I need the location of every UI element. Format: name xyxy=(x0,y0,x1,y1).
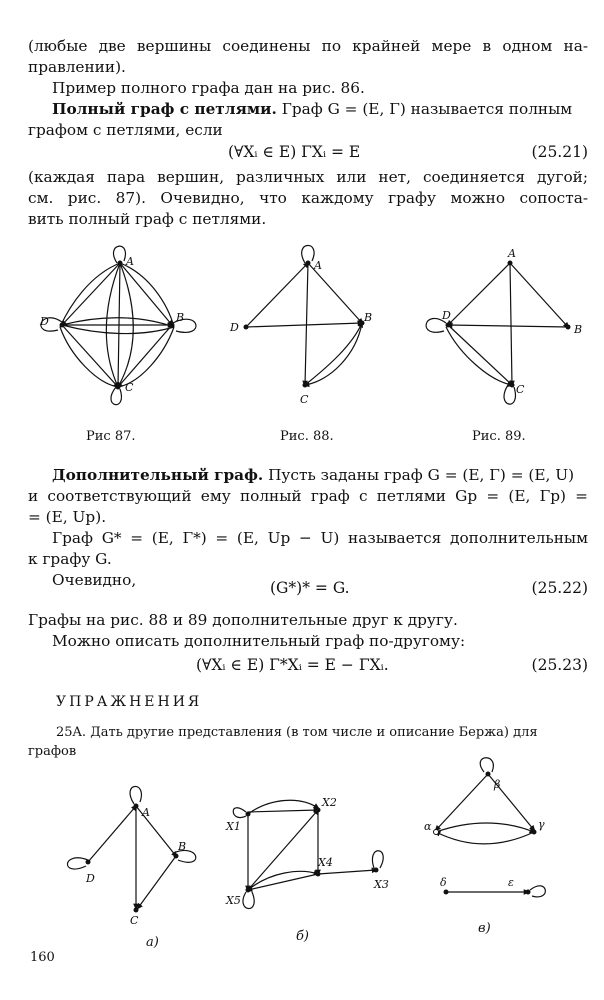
text-complementary-1 xyxy=(52,465,588,486)
fig88-label-B: B xyxy=(364,311,373,324)
figa-label-D: D xyxy=(86,872,95,885)
fig87-label-B: B xyxy=(176,311,185,324)
formula-25-21: (∀Xᵢ ∈ E) ΓXᵢ = E xyxy=(228,143,361,161)
figc-caption: в) xyxy=(478,921,491,936)
text-line-3: Пример полного графа дан на рис. 86. xyxy=(52,79,365,97)
fig89-label-D: D xyxy=(442,309,451,322)
fig89-label-A: A xyxy=(508,247,516,260)
fig88-label-A: A xyxy=(314,259,322,272)
figure-89 xyxy=(426,247,582,404)
figc-label-beta: β xyxy=(494,778,501,791)
text-line-6: (каждая пара вершин, различных или нет, соединяется дугой; xyxy=(28,168,588,186)
eq-number-25-22: (25.22) xyxy=(531,579,588,597)
text-graphs-88-89: Графы на рис. 88 и 89 дополнительные друг к другу. xyxy=(28,611,458,629)
figa-label-C: C xyxy=(130,914,139,927)
exercise-25A-text: 25A. Дать другие представления (в том числе и описание Бержа) для xyxy=(56,725,538,740)
text-complementary-5: к графу G. xyxy=(28,550,112,568)
figb-label-x2: X2 xyxy=(322,796,337,809)
eq-number-25-21: (25.21) xyxy=(531,143,588,161)
text-line-4 xyxy=(52,99,588,120)
figb-label-x1: X1 xyxy=(226,820,241,833)
text-line-7: см. рис. 87). Очевидно, что каждому графу можно сопоста- xyxy=(28,189,588,207)
figure-a xyxy=(67,786,195,950)
figure-87 xyxy=(39,246,196,404)
figure-88 xyxy=(229,245,372,406)
caption-fig-88: Рис. 88. xyxy=(280,429,334,444)
figb-label-x3: X3 xyxy=(374,878,389,891)
fig87-label-C: C xyxy=(125,381,134,394)
section-heading-exercises: УПРАЖНЕНИЯ xyxy=(56,694,203,710)
fig89-label-B: B xyxy=(574,323,583,336)
text-line-1: (любые две вершины соединены по крайней мере в одном на- xyxy=(28,37,588,55)
figure-c xyxy=(424,758,545,936)
figa-label-A: A xyxy=(142,806,150,819)
figc-label-delta: δ xyxy=(440,876,447,889)
fig89-label-C: C xyxy=(516,383,525,396)
term-complete-graph-loops: Полный граф с петлями. xyxy=(52,100,277,118)
term-complementary-graph: Дополнительный граф. xyxy=(52,466,264,484)
figure-b xyxy=(225,796,389,944)
figures-87-89 xyxy=(0,235,604,445)
fig88-label-C: C xyxy=(300,393,309,406)
figb-label-x4: X4 xyxy=(318,856,333,869)
text-other-description: Можно описать дополнительный граф по-другому: xyxy=(52,632,466,650)
text-line-5: графом с петлями, если xyxy=(28,121,223,139)
fig88-label-D: D xyxy=(230,321,239,334)
fig87-label-A: A xyxy=(126,255,134,268)
formula-25-22: (G*)* = G. xyxy=(270,579,350,597)
page-number: 160 xyxy=(30,950,55,965)
figb-caption: б) xyxy=(296,929,310,944)
fig87-label-D: D xyxy=(40,315,49,328)
text-complementary-3: = (E, Up). xyxy=(28,508,107,526)
text-line-2: правлении). xyxy=(28,58,126,76)
text-obviously: Очевидно, xyxy=(52,571,137,589)
caption-fig-87: Рис 87. xyxy=(86,429,136,444)
caption-fig-89: Рис. 89. xyxy=(472,429,526,444)
eq-number-25-23: (25.23) xyxy=(531,656,588,674)
text-complementary-4: Граф G* = (E, Γ*) = (E, Up − U) называется дополнительным xyxy=(52,529,588,547)
text-line-4-rest: Граф G = (E, Γ) называется полным xyxy=(276,100,573,118)
figc-label-alpha: α xyxy=(424,820,432,833)
exercise-figures xyxy=(0,760,604,950)
exercise-25A-line-2: графов xyxy=(28,744,77,759)
figb-label-x5: X5 xyxy=(226,894,241,907)
text-line-8: вить полный граф с петлями. xyxy=(28,210,267,228)
formula-25-23: (∀Xᵢ ∈ E) Γ*Xᵢ = E − ΓXᵢ. xyxy=(196,656,389,674)
text-complementary-1-rest: Пусть заданы граф G = (E, Γ) = (E, U) xyxy=(263,466,575,484)
text-complementary-2: и соответствующий ему полный граф с петлями Gp = (E, Γp) = xyxy=(28,487,588,505)
figc-label-eps: ε xyxy=(508,876,514,889)
exercise-25A-line-1 xyxy=(56,723,538,742)
figa-label-B: B xyxy=(178,840,187,853)
figc-label-gamma: γ xyxy=(538,818,545,831)
figa-caption: а) xyxy=(146,935,159,950)
